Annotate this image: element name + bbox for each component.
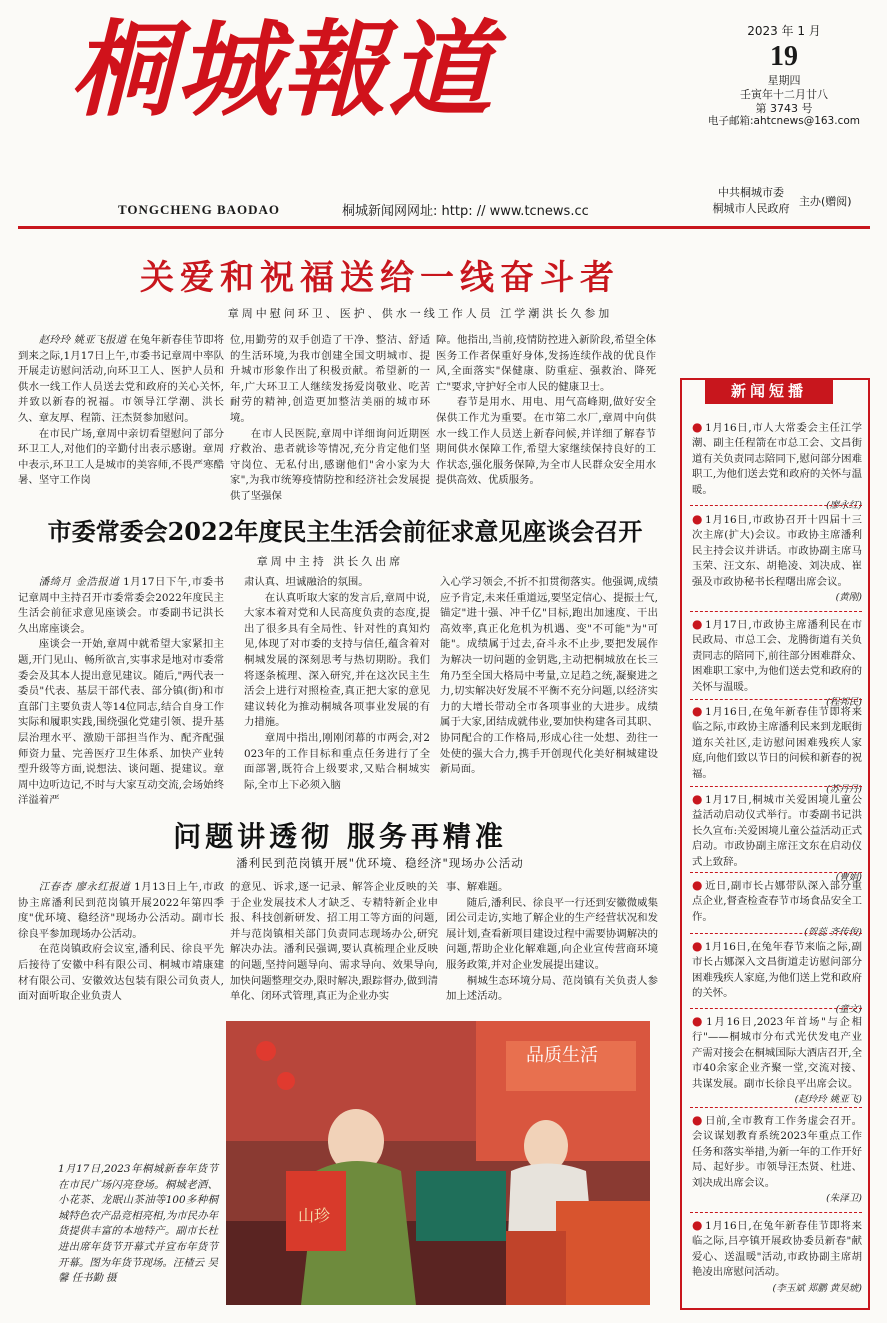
article3-column-3	[446, 880, 658, 1005]
article2-column-1	[18, 575, 224, 809]
banner-text: 品质生活	[526, 1045, 598, 1066]
bullet-icon: ●	[692, 1014, 705, 1028]
bullet-icon: ●	[692, 420, 704, 434]
publisher-role: 主办(赠阅)	[799, 195, 852, 208]
article3-text-3b: 随后,潘利民、徐良平一行还到安徽微威集团公司走访,实地了解企业的生产经营状况和发展计划,查看新项目建设过程中需要协调解决的问题,帮助企业化解难题,向企业宣传营商环境服务政策,并对企业发展提出建议。	[446, 896, 658, 971]
article1-headline: 关爱和祝福送给一线奋斗者	[140, 258, 620, 298]
brief-item: ● 1月17日,市政协主席潘利民在市民政局、市总工会、龙腾街道有关负责同志的陪同下,前往部分困难群众、困难职工家中,为他们送去党和政府的关怀与温暖。 (程邦民)	[692, 617, 862, 709]
article1-text-2a: 位,用勤劳的双手创造了干净、整洁、舒适的生活环境,为我市创建全国文明城市、提升城市形象作出了积极贡献。希望新的一年,广大环卫工人继续发扬爱岗敬业、吃苦耐劳的精神,创造更加整洁美丽的城市环境。	[230, 334, 430, 424]
brief-item: ● 1月16日,在兔年新春佳节即将来临之际,吕亭镇开展政协委员新春"献爱心、送温暖"活动,市政协副主席胡艳凌出席慰问活动。 (李玉斌 郑鹏 黄昊琥)	[692, 1218, 862, 1294]
article2-column-3	[440, 575, 658, 778]
brief-item: ● 1月17日,桐城市关爱困境儿童公益活动启动仪式举行。市委副书记洪长久宣布:关爱困境儿童公益活动正式启动。市政协副主席汪文东在启动仪式上致辞。 (曹娟)	[692, 792, 862, 884]
article1-text-1a: 在兔年新春佳节即将到来之际,1月17日上午,市委书记章周中率队开展走访慰问活动,向环卫工人、医护人员和供水一线工作人员送去党和政府的关心关怀,并致以新春的祝福。市领导江学潮、洪长久、章友厚、程箭、汪杰贤参加慰问。	[18, 334, 225, 424]
bullet-icon: ●	[692, 939, 703, 953]
article1-text-1b: 在市民广场,章周中亲切看望慰问了部分环卫工人,对他们的辛勤付出表示感谢。章周中表示,环卫工人是城市的美容师,不畏严寒酷暑、坚守工作岗	[18, 427, 224, 487]
article2-text-2b: 在认真听取大家的发言后,章周中说,大家本着对党和人民高度负责的态度,提出了很多具有全局性、针对性的真知灼见,体现了对市委的支持与信任,蕴含着对桐城发展的深刻思考与热切期盼。我们将逐条梳理、深入研究,并在这次民主生活会上进行对照检查,真正把大家的意见建议转化为推动桐城各项事业发展的有力措施。	[244, 591, 430, 729]
article1-subhead: 章周中慰问环卫、医护、供水一线工作人员 江学潮洪长久参加	[227, 307, 613, 320]
publisher-party: 中共桐城市委	[718, 186, 784, 199]
bullet-icon: ●	[692, 1218, 704, 1232]
article3-column-2	[230, 880, 438, 1005]
website-url[interactable]: 桐城新闻网网址: http: // www.tcnews.cc	[342, 204, 589, 219]
article3-headline: 问题讲透彻 服务再精准	[173, 820, 507, 853]
article3-text-3a: 事、解难题。	[446, 881, 509, 893]
bullet-icon: ●	[692, 512, 704, 526]
masthead-rule	[18, 226, 870, 229]
article1-column-1	[18, 333, 224, 489]
photo-caption: 1月17日,2023年桐城新春年货节在市民广场闪亮登场。桐城老酒、小花茶、龙眠山茶油等100多种桐城特色农产品竞相亮相,为市民办年货提供丰富的本地特产。副市长杜进出席年货节开幕式并宣布年货节开幕。图为年货节现场。汪楂云 吴馨 任书勤 摄	[58, 1163, 218, 1285]
brief-item: ● 1月16日,在兔年新春佳节即将来临之际,市政协主席潘利民来到龙眠街道东关社区,走访慰问困难残疾人家庭,向他们致以节日的问候和新春的祝福。 (苏丹丹)	[692, 704, 862, 796]
article3-text-1b: 在范岗镇政府会议室,潘利民、徐良平先后接待了安徽中科有限公司、桐城市靖康建材有限公司、安徽效达包装有限公司负责人,面对面听取企业负责人	[18, 943, 224, 1003]
article2-text-2c: 章周中指出,刚刚闭幕的市两会,对2023年的工作目标和重点任务进行了全面部署,既符合上级要求,又贴合桐城实际,全市上下必须入脑	[244, 731, 430, 791]
article2-text-2a: 肃认真、坦诚融洽的氛围。	[244, 576, 369, 588]
brief-item: ● 1月16日,在兔年春节来临之际,副市长占娜深入文昌街道走访慰问部分困难残疾人家庭,为他们送上党和政府的关怀。 (童文)	[692, 939, 862, 1015]
brief-item: ● 近日,副市长占娜带队深入部分重点企业,督查检查春节市场食品安全工作。 (贺蕊 齐传俊)	[692, 878, 862, 939]
brief-item: ● 1月16日,市人大常委会主任江学潮、副主任程箭在市总工会、文昌街道有关负责同志陪同下,慰问部分困难职工,为他们送去党和政府的关怀与温暖。 (廖永红)	[692, 420, 862, 512]
article1-text-3a: 障。他指出,当前,疫情防控进入新阶段,希望全体医务工作者保重好身体,发扬连续作战的优良作风,全面落实"保健康、防重症、强救治、降死亡"要求,守护好全市人民的健康卫士。	[436, 334, 656, 393]
article2-subhead: 章周中主持 洪长久出席	[256, 555, 404, 568]
article3-text-3c: 桐城生态环境分局、范岗镇有关负责人参加上述活动。	[446, 974, 658, 1003]
article2-text-1b: 座谈会一开始,章周中就希望大家紧扣主题,开门见山、畅所欲言,实事求是地对市委常委会及其本人提出意见建议。随后,"两代表一委员"代表、基层干部代表、部分镇(街)和市直部门主要负责人等14位同志,结合自身工作实际和履职实践,围绕强化党建引领、提升基层治理水平、激励干部担当作为、配齐配强师资力量、完善医疗卫生体系、加快产业转型升级等方面,说想法、谈问题、提建议。章周中边听边记,不时与大家互动交流,会场始终洋溢着严	[18, 638, 224, 807]
bullet-icon: ●	[692, 704, 704, 718]
news-photo-illustration	[226, 1021, 650, 1305]
masthead-pinyin: TONGCHENG BAODAO	[118, 202, 281, 217]
article1-text-2b: 在市人民医院,章周中详细询问近期医疗救治、患者就诊等情况,充分肯定他们坚守岗位、无私付出,感谢他们"舍小家为大家",为我市统筹疫情防控和经济社会发展提供了坚强保	[230, 427, 430, 502]
publisher-box	[699, 183, 869, 219]
bullet-icon: ●	[692, 617, 704, 631]
article1-byline: 赵玲玲 姚亚飞报道	[38, 334, 127, 346]
article2-text-3: 入心学习领会,不折不扣贯彻落实。他强调,成绩应予肯定,未来任重道远,要坚定信心、提振士气,锚定"进十强、冲千亿"目标,跑出加速度、干出高效率,真正化危机为机遇、变"不可能"为"可能"。成绩属于过去,奋斗永不止步,要把发展作为解决一切问题的金钥匙,主动把桐城放在长三角乃至全国大格局中考量,立足趋之统,凝聚进之力,切实解决好发展不平衡不充分问题,以经济实力的大增长带动全市各项事业的大进步。成绩属于大家,团结成就伟业,要加快构建各司其职、协同配合的工作格局,形成心往一处想、劲往一处使的强大合力,携手开创现代化美好桐城建设新局面。	[440, 576, 658, 776]
masthead-title: 桐城報道	[70, 8, 495, 131]
issue-email[interactable]: 电子邮箱:ahtcnews@163.com	[708, 115, 860, 128]
article1-column-2	[230, 333, 430, 505]
bullet-icon: ●	[692, 878, 704, 892]
article1-text-3b: 春节是用水、用电、用气高峰期,做好安全保供工作尤为重要。在市第二水厂,章周中向供水一线工作人员送上新春问候,并详细了解春节期间供水保障工作,希望大家继续保持良好的工作状态,强化服务保障,为全市人民群众安全用水提供高效、优质服务。	[436, 396, 656, 487]
bag-label: 山珍	[298, 1206, 331, 1225]
brief-item: ● 1月16日,市政协召开十四届十三次主席(扩大)会议。市政协主席潘利民主持会议并讲话。市政协副主席马玉荣、汪文东、胡艳凌、刘决成、崔强及市政协秘书长程曙出席会议。 (黄刚)	[692, 512, 862, 604]
issue-lunar: 壬寅年十二月廿八	[740, 87, 828, 101]
article2-text-1a: 1月17日下午,市委书记章周中主持召开市委常委会2022年度民主生活会前征求意见座谈会。市委副书记洪长久出席座谈会。	[18, 576, 224, 635]
article2-headline: 市委常委会2022年度民主生活会前征求意见座谈会召开	[47, 517, 643, 546]
publisher-government: 桐城市人民政府	[712, 202, 790, 215]
brief-item: ● 1月16日,2023年首场"与企相行"——桐城市分布式光伏发电产业产需对接会在桐城国际大酒店召开,全市40余家企业齐聚一堂,交流对接、共谋发展。副市长徐良平出席会议。 (赵玲玲 姚亚飞)	[692, 1014, 862, 1106]
article2-byline: 潘绮月 金浩报道	[38, 576, 120, 588]
news-briefs-header: 新闻短播	[705, 378, 833, 404]
issue-info	[699, 24, 869, 128]
issue-number: 第 3743 号	[755, 101, 813, 115]
bullet-icon: ●	[692, 792, 704, 806]
issue-weekday: 星期四	[767, 74, 801, 87]
article3-byline: 江春杏 廖永红报道	[38, 881, 131, 893]
issue-day: 19	[770, 41, 798, 72]
article3-subhead: 潘利民到范岗镇开展"优环境、稳经济"现场办公活动	[236, 856, 524, 870]
article3-text-1a: 1月13日上午,市政协主席潘利民到范岗镇开展2022年第四季度"优环境、稳经济"现场办公活动。副市长徐良平参加现场办公活动。	[18, 881, 224, 940]
brief-item: ● 日前,全市教育工作务虚会召开。会议谋划教育系统2023年重点工作任务和落实举措,为新一年的工作开好局、起好步。市领导汪杰贤、杜进、刘决成出席会议。 (朱泽卫)	[692, 1113, 862, 1205]
bullet-icon: ●	[692, 1113, 704, 1127]
article1-column-3	[436, 333, 656, 489]
article3-column-1	[18, 880, 224, 1005]
article2-column-2	[244, 575, 430, 793]
article3-text-2: 的意见、诉求,逐一记录、解答企业反映的关于企业发展技术人才缺乏、专精特新企业申报、科技创新研发、招工用工等方面的问题,并与范岗镇相关部门负责同志现场办公,研究解决办法。潘利民强调,要认真梳理企业反映的问题,坚持问题导向、需求导向、效果导向,加快问题整理交办,限时解决,跟踪督办,做到清单化、闭环式管理,真正为企业办实	[230, 881, 438, 1003]
issue-year-month: 2023 年 1 月	[747, 24, 821, 38]
news-photo	[226, 1021, 650, 1305]
